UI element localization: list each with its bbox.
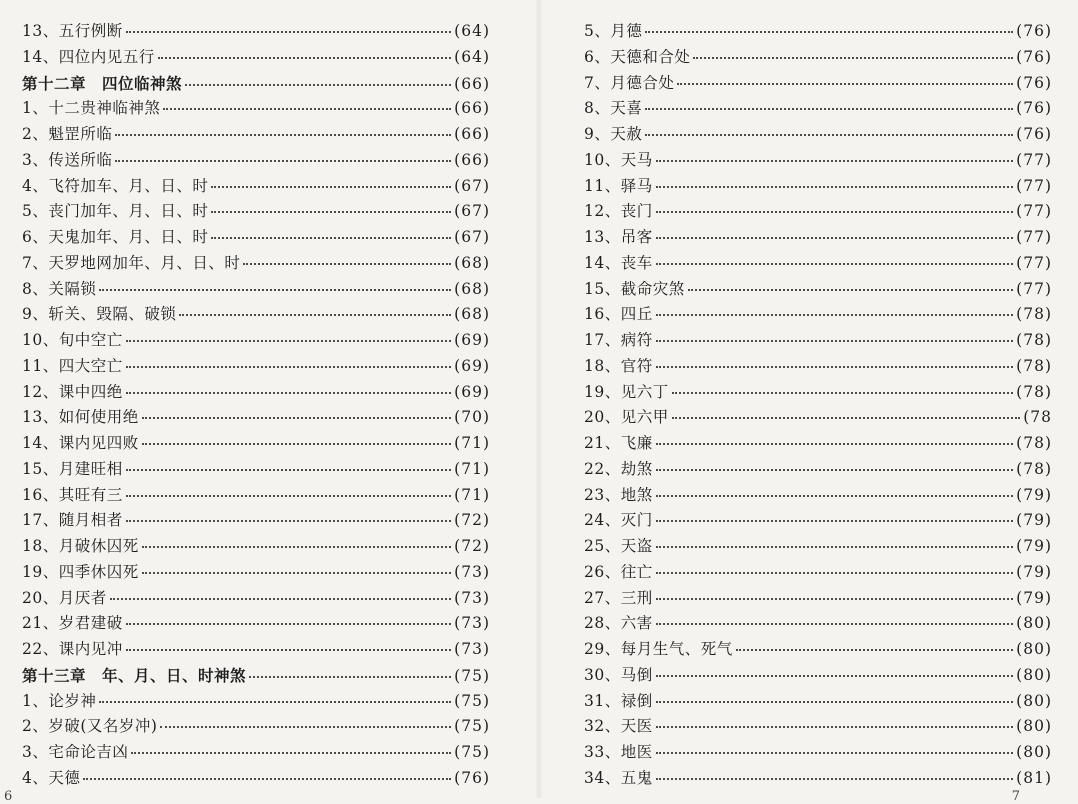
toc-entry-title: 17、病符 [584, 331, 653, 349]
dot-leader [656, 598, 1013, 600]
toc-entry [22, 766, 490, 792]
toc-entry-page: (72) [454, 511, 490, 530]
toc-entry [22, 689, 490, 715]
dot-leader [693, 57, 1013, 59]
toc-entry [22, 19, 490, 45]
dot-leader [656, 778, 1013, 780]
dot-leader [115, 160, 451, 162]
toc-entry-title: 33、地医 [584, 743, 653, 761]
toc-entry-title: 6、天鬼加年、月、日、时 [22, 228, 209, 246]
toc-entry-title: 25、天盗 [584, 537, 653, 555]
toc-entry-page: (66) [454, 74, 490, 93]
toc-entry-page: (75) [454, 743, 490, 761]
toc-entry [584, 122, 1052, 148]
toc-entry [22, 380, 490, 406]
toc-entry-page: (76) [1016, 47, 1052, 66]
toc-entry-page: (80) [1016, 743, 1052, 761]
toc-entry-title: 19、四季休囚死 [22, 562, 139, 581]
toc-entry [22, 611, 490, 637]
toc-entry-title: 5、月德 [584, 22, 643, 40]
dot-leader [83, 778, 451, 780]
dot-leader [672, 417, 1020, 419]
dot-leader [656, 160, 1013, 162]
toc-entry-title: 18、月破休囚死 [22, 537, 139, 555]
dot-leader [672, 392, 1013, 394]
toc-entry-title: 10、旬中空亡 [22, 331, 123, 349]
toc-entry-title: 第十二章 四位临神煞 [22, 73, 183, 93]
toc-entry-page: (77) [1016, 176, 1052, 195]
toc-entry-page: (73) [454, 588, 490, 607]
toc-entry [584, 714, 1052, 740]
dot-leader [126, 520, 451, 522]
toc-entry-title: 3、宅命论吉凶 [22, 743, 129, 761]
toc-entry-page: (68) [454, 253, 490, 272]
toc-entry-page: (67) [454, 176, 490, 195]
toc-entry [22, 483, 490, 509]
toc-entry-page: (78) [1016, 331, 1052, 349]
toc-entry-page: (71) [454, 434, 490, 452]
dot-leader [211, 211, 451, 213]
toc-entry-page: (81) [1016, 768, 1052, 787]
dot-leader [99, 289, 451, 291]
toc-entry [22, 714, 490, 740]
dot-leader [656, 469, 1013, 471]
toc-entry-page: (79) [1016, 562, 1052, 581]
toc-entry-title: 2、魁罡所临 [22, 125, 113, 143]
dot-leader [126, 649, 451, 651]
dot-leader [656, 701, 1013, 703]
toc-entry [584, 689, 1052, 715]
toc-entry [22, 431, 490, 457]
dot-leader [160, 726, 451, 728]
toc-entry-title: 5、丧门加年、月、日、时 [22, 202, 209, 221]
toc-entry-page: (78) [1016, 356, 1052, 375]
toc-entry [22, 277, 490, 303]
dot-leader [656, 546, 1013, 548]
toc-entry-title: 15、截命灾煞 [584, 279, 685, 298]
toc-entry-title: 第十三章 年、月、日、时神煞 [22, 665, 247, 685]
toc-entry [584, 45, 1052, 71]
dot-leader [142, 546, 451, 548]
toc-entry [584, 148, 1052, 174]
dot-leader [656, 675, 1013, 677]
toc-entry-page: (80) [1016, 717, 1052, 736]
toc-entry-title: 12、课中四绝 [22, 382, 123, 401]
toc-entry [584, 328, 1052, 354]
dot-leader [656, 263, 1013, 265]
toc-entry-title: 9、斩关、毁隔、破锁 [22, 305, 177, 324]
toc-entry-title: 20、月厌者 [22, 588, 107, 607]
toc-entry [22, 225, 490, 251]
toc-entry [22, 328, 490, 354]
toc-entry-page: (77) [1016, 150, 1052, 169]
toc-entry-title: 22、劫煞 [584, 459, 653, 478]
toc-entry-title: 24、灭门 [584, 511, 653, 530]
dot-leader [211, 186, 451, 188]
dot-leader [645, 108, 1013, 110]
toc-entry-page: (77) [1016, 279, 1052, 298]
toc-entry-page: (78) [1016, 305, 1052, 324]
toc-entry-page: (78) [1016, 382, 1052, 401]
toc-entry [584, 586, 1052, 612]
toc-entry [584, 96, 1052, 122]
toc-entry-page: (69) [454, 331, 490, 349]
toc-entry [22, 637, 490, 663]
toc-entry-page: (69) [454, 382, 490, 401]
toc-entry [584, 405, 1052, 431]
toc-entry [584, 277, 1052, 303]
toc-entry-page: (80) [1016, 614, 1052, 633]
dot-leader [656, 752, 1013, 754]
toc-entry-page: (67) [454, 228, 490, 246]
toc-entry-page: (79) [1016, 511, 1052, 530]
toc-entry-title: 6、天德和合处 [584, 47, 691, 66]
toc-entry-page: (78) [1016, 434, 1052, 452]
toc-entry-title: 7、天罗地网加年、月、日、时 [22, 253, 241, 272]
toc-entry-page: (70) [454, 408, 490, 427]
toc-entry [22, 405, 490, 431]
toc-entry-page: (67) [454, 202, 490, 221]
toc-entry [584, 199, 1052, 225]
dot-leader [656, 495, 1013, 497]
toc-entry-page: (80) [1016, 691, 1052, 710]
toc-entry [584, 251, 1052, 277]
dot-leader [249, 676, 451, 678]
toc-entry-page: (76) [1016, 125, 1052, 143]
toc-entry-page: (76) [454, 768, 490, 787]
toc-entry [22, 354, 490, 380]
toc-entry-title: 10、天马 [584, 150, 653, 169]
page-number: 7 [1011, 789, 1020, 804]
dot-leader [656, 520, 1013, 522]
toc-entry-page: (79) [1016, 588, 1052, 607]
toc-entry-title: 21、飞廉 [584, 434, 653, 452]
toc-entry [22, 199, 490, 225]
toc-entry-page: (73) [454, 562, 490, 581]
toc-entry [22, 457, 490, 483]
toc-entry-page: (64) [454, 22, 490, 40]
dot-leader [211, 237, 451, 239]
toc-entry [584, 19, 1052, 45]
toc-entry-page: (73) [454, 640, 490, 658]
dot-leader [126, 469, 451, 471]
toc-entry-title: 23、地煞 [584, 485, 653, 504]
toc-entry [584, 431, 1052, 457]
toc-entry-title: 1、十二贵神临神煞 [22, 99, 161, 118]
toc-entry-title: 15、月建旺相 [22, 459, 123, 478]
toc-entry-title: 19、见六丁 [584, 382, 669, 401]
toc-entry-page: (72) [454, 537, 490, 555]
toc-entry-page: (76) [1016, 22, 1052, 40]
dot-leader [656, 726, 1013, 728]
toc-entry-page: (75) [454, 691, 490, 710]
toc-entry-title: 21、岁君建破 [22, 614, 123, 633]
dot-leader [163, 108, 451, 110]
toc-entry [584, 534, 1052, 560]
toc-entry [22, 45, 490, 71]
toc-entry-title: 14、丧车 [584, 253, 653, 272]
dot-leader [656, 237, 1013, 239]
dot-leader [115, 134, 451, 136]
toc-entry-page: (73) [454, 614, 490, 633]
toc-entry-page: (78 [1023, 408, 1052, 427]
toc-entry-title: 12、丧门 [584, 202, 653, 221]
dot-leader [688, 289, 1013, 291]
toc-entry-page: (75) [454, 666, 490, 685]
toc-entry-page: (80) [1016, 665, 1052, 684]
toc-entry-title: 16、其旺有三 [22, 485, 123, 504]
dot-leader [126, 31, 451, 33]
toc-entry [22, 586, 490, 612]
dot-leader [656, 340, 1013, 342]
toc-entry-title: 20、见六甲 [584, 408, 669, 427]
toc-entry [584, 354, 1052, 380]
toc-entry-title: 28、六害 [584, 614, 653, 633]
toc-entry-title: 4、天德 [22, 768, 81, 787]
dot-leader [656, 211, 1013, 213]
dot-leader [645, 134, 1013, 136]
toc-entry-page: (66) [454, 99, 490, 118]
toc-entry [22, 148, 490, 174]
toc-entry-title: 13、五行例断 [22, 22, 123, 40]
toc-entry-page: (69) [454, 356, 490, 375]
toc-entry-page: (68) [454, 279, 490, 298]
toc-entry-page: (68) [454, 305, 490, 324]
toc-entry-title: 29、每月生气、死气 [584, 640, 733, 658]
dot-leader [126, 623, 451, 625]
toc-chapter-heading [22, 71, 490, 97]
toc-entry-title: 4、飞符加车、月、日、时 [22, 176, 209, 195]
toc-entry [22, 740, 490, 766]
toc-entry-page: (79) [1016, 537, 1052, 555]
dot-leader [126, 340, 451, 342]
toc-entry-page: (78) [1016, 459, 1052, 478]
dot-leader [131, 752, 451, 754]
toc-list-right [584, 19, 1052, 792]
toc-entry [584, 663, 1052, 689]
toc-entry [584, 483, 1052, 509]
toc-entry [584, 380, 1052, 406]
toc-entry-title: 34、五鬼 [584, 768, 653, 787]
toc-entry [584, 740, 1052, 766]
toc-entry-page: (75) [454, 717, 490, 736]
toc-entry [22, 96, 490, 122]
toc-page-right [539, 0, 1078, 804]
toc-entry-page: (76) [1016, 99, 1052, 118]
dot-leader [656, 186, 1013, 188]
toc-entry [584, 302, 1052, 328]
toc-entry-title: 30、马倒 [584, 665, 653, 684]
toc-entry [584, 637, 1052, 663]
toc-entry [584, 611, 1052, 637]
toc-entry [584, 457, 1052, 483]
dot-leader [656, 366, 1013, 368]
dot-leader [736, 649, 1013, 651]
toc-entry-title: 7、月德合处 [584, 73, 675, 92]
dot-leader [110, 598, 451, 600]
toc-entry-title: 8、关隔锁 [22, 279, 97, 298]
toc-entry [22, 122, 490, 148]
dot-leader [126, 366, 451, 368]
toc-entry-page: (64) [454, 47, 490, 66]
toc-entry [584, 766, 1052, 792]
toc-entry-title: 14、课内见四败 [22, 434, 139, 452]
toc-entry [22, 302, 490, 328]
toc-entry [22, 251, 490, 277]
toc-entry-title: 2、岁破(又名岁冲) [22, 717, 158, 736]
dot-leader [142, 417, 451, 419]
dot-leader [99, 701, 451, 703]
dot-leader [158, 57, 451, 59]
toc-entry-title: 27、三刑 [584, 588, 653, 607]
toc-entry [584, 508, 1052, 534]
dot-leader [656, 443, 1013, 445]
dot-leader [142, 572, 451, 574]
toc-entry-title: 13、如何使用绝 [22, 408, 139, 427]
toc-entry-page: (80) [1016, 640, 1052, 658]
toc-entry [22, 534, 490, 560]
dot-leader [243, 263, 451, 265]
toc-entry-title: 32、天医 [584, 717, 653, 736]
toc-entry-page: (66) [454, 125, 490, 143]
toc-entry [22, 508, 490, 534]
toc-entry-title: 16、四丘 [584, 305, 653, 324]
toc-entry-page: (71) [454, 485, 490, 504]
dot-leader [126, 392, 451, 394]
dot-leader [677, 83, 1013, 85]
dot-leader [656, 572, 1013, 574]
toc-entry [22, 174, 490, 200]
dot-leader [185, 84, 451, 86]
toc-entry-title: 9、天赦 [584, 125, 643, 143]
toc-entry [584, 174, 1052, 200]
toc-entry-title: 11、四大空亡 [22, 356, 123, 375]
toc-chapter-heading [22, 663, 490, 689]
toc-entry-title: 1、论岁神 [22, 691, 97, 710]
toc-entry-page: (66) [454, 150, 490, 169]
toc-entry-title: 14、四位内见五行 [22, 47, 155, 66]
dot-leader [656, 623, 1013, 625]
toc-entry-page: (71) [454, 459, 490, 478]
toc-entry-page: (77) [1016, 253, 1052, 272]
toc-entry-title: 11、驿马 [584, 176, 653, 195]
toc-entry-title: 3、传送所临 [22, 150, 113, 169]
toc-entry-page: (79) [1016, 485, 1052, 504]
toc-entry-title: 13、吊客 [584, 228, 653, 246]
toc-entry-title: 8、天喜 [584, 99, 643, 118]
dot-leader [656, 314, 1013, 316]
toc-entry-title: 17、随月相者 [22, 511, 123, 530]
toc-entry-page: (76) [1016, 73, 1052, 92]
toc-entry-page: (77) [1016, 202, 1052, 221]
toc-entry-page: (77) [1016, 228, 1052, 246]
toc-entry [584, 225, 1052, 251]
toc-entry-title: 26、往亡 [584, 562, 653, 581]
toc-entry-title: 31、禄倒 [584, 691, 653, 710]
toc-entry-title: 22、课内见冲 [22, 640, 123, 658]
toc-entry [584, 560, 1052, 586]
dot-leader [645, 31, 1013, 33]
page-number: 6 [4, 789, 13, 804]
toc-entry-title: 18、官符 [584, 356, 653, 375]
toc-entry [22, 560, 490, 586]
dot-leader [126, 495, 451, 497]
toc-list-left [22, 19, 490, 792]
toc-entry [584, 71, 1052, 97]
dot-leader [179, 314, 451, 316]
dot-leader [142, 443, 451, 445]
